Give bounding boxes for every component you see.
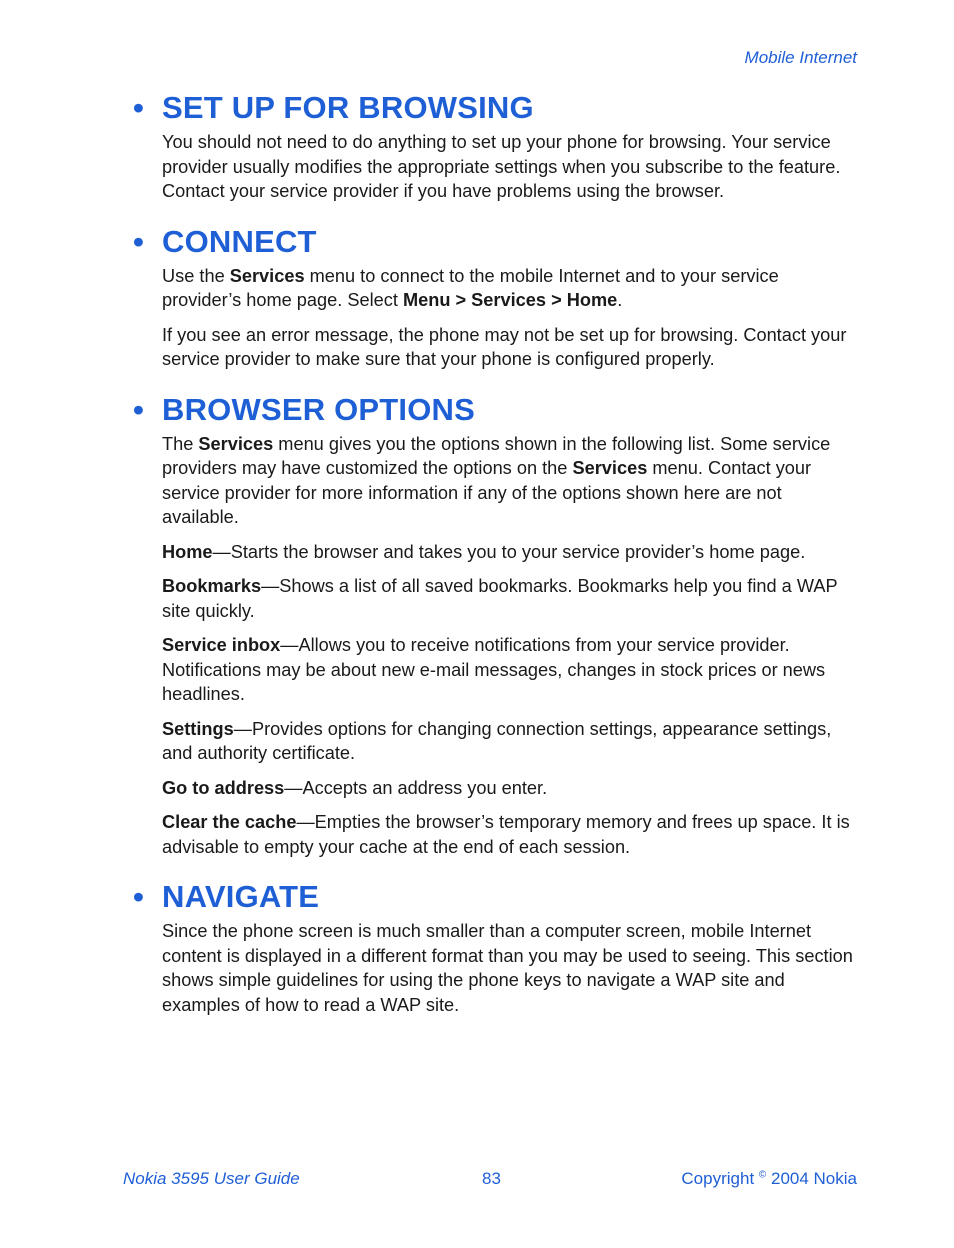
section	[133, 875, 862, 1017]
section	[133, 86, 862, 204]
section	[133, 220, 862, 372]
paragraph: Home—Starts the browser and takes you to your service provider’s home page.	[162, 541, 806, 562]
running-header: Mobile Internet	[744, 48, 857, 67]
heading-bullet-icon: •	[133, 223, 145, 259]
section-heading: • BROWSER OPTIONS	[133, 388, 862, 432]
footer-page-number: 83	[482, 1169, 501, 1188]
bold-term: Service inbox	[162, 635, 281, 655]
bold-term: Go to address	[162, 777, 285, 798]
section-heading: • NAVIGATE	[133, 875, 862, 919]
section	[133, 388, 862, 860]
paragraph: Use the Services menu to connect to the mobile Internet and to your service provider’s home page. Select Menu > Services > Home.	[162, 265, 779, 310]
bold-term: Home	[162, 541, 213, 562]
bold-term: Menu > Services > Home	[402, 290, 618, 310]
bold-term: Settings	[162, 718, 234, 739]
paragraph: Settings—Provides options for changing connection settings, appearance settings, and authority certificate.	[162, 718, 832, 763]
paragraph: The Services menu gives you the options shown in the following list. Some service providers may have customized the options on the Services menu. Contact your service provider for more information if any of the options shown here are not available.	[162, 433, 831, 527]
footer-copyright: Copyright © 2004 Nokia	[681, 1169, 857, 1188]
page-content	[133, 86, 862, 1033]
bold-term: Services	[198, 433, 274, 454]
bold-term: Services	[572, 458, 648, 478]
paragraph: Since the phone screen is much smaller than a computer screen, mobile Internet content is displayed in a different format than you may be used to seeing. This section shows simple guidelines for using the phone keys to navigate a WAP site and examples of how to read a WAP site.	[162, 921, 853, 1015]
paragraph: Go to address—Accepts an address you enter.	[162, 777, 548, 798]
heading-bullet-icon: •	[133, 391, 145, 427]
paragraph: If you see an error message, the phone may not be set up for browsing. Contact your service provider to make sure that your phone is configured properly.	[162, 324, 847, 369]
paragraph: You should not need to do anything to set up your phone for browsing. Your service provider usually modifies the appropriate settings when you subscribe to the feature. Contact your service provider if you have problems using the browser.	[162, 132, 841, 201]
section-heading: • SET UP FOR BROWSING	[133, 86, 862, 130]
footer-guide-title: Nokia 3595 User Guide	[123, 1169, 300, 1188]
section-heading: • CONNECT	[133, 220, 862, 264]
heading-bullet-icon: •	[133, 879, 145, 914]
bold-term: Bookmarks	[162, 576, 262, 596]
copyright-symbol: ©	[758, 1169, 767, 1181]
heading-bullet-icon: •	[133, 90, 145, 125]
bold-term: Clear the cache	[162, 812, 297, 832]
bold-term: Services	[229, 265, 305, 286]
paragraph: Bookmarks—Shows a list of all saved bookmarks. Bookmarks help you find a WAP site quickly.	[162, 576, 838, 621]
paragraph: Clear the cache—Empties the browser’s temporary memory and frees up space. It is advisable to empty your cache at the end of each session.	[162, 812, 850, 857]
paragraph: Service inbox—Allows you to receive notifications from your service provider. Notifications may be about new e-mail messages, changes in stock prices or news headlines.	[162, 635, 826, 704]
